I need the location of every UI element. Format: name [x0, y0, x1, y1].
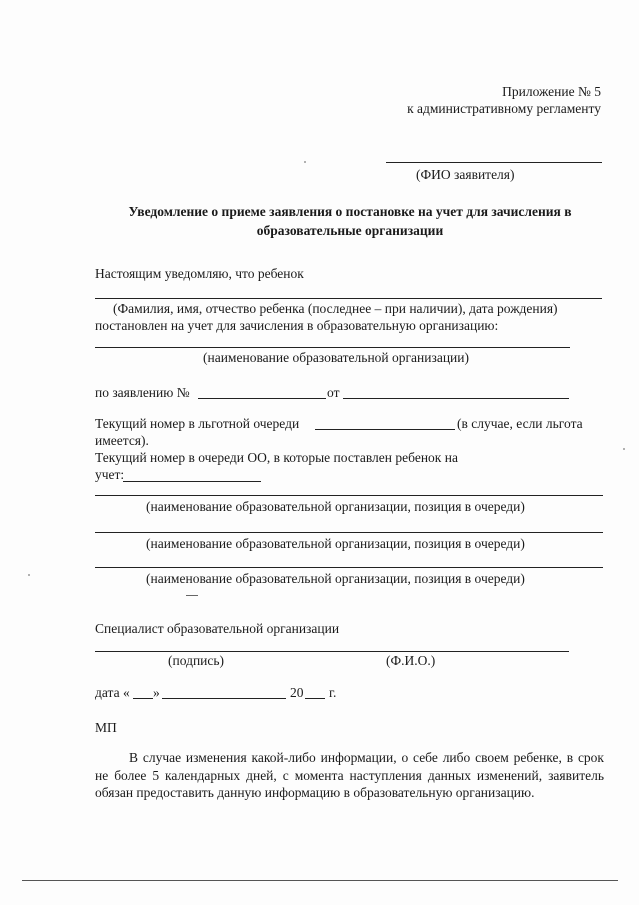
- queue-caption: (наименование образовательной организации, позиция в очереди): [146, 571, 525, 586]
- signature-caption: (подпись): [168, 653, 225, 668]
- child-name-field: [95, 298, 602, 299]
- queue-number-field: [123, 481, 261, 482]
- applicant-name-field: [386, 162, 602, 163]
- date-year-prefix: 20: [290, 685, 304, 700]
- queue-label-end: учет:: [95, 467, 125, 482]
- appendix-number: Приложение № 5: [502, 84, 601, 99]
- date-year-suffix: г.: [329, 685, 337, 700]
- stray-dash: [186, 595, 198, 596]
- scan-speck: [28, 574, 30, 576]
- signature-field: [95, 651, 569, 652]
- queue-caption: (наименование образовательной организации, позиция в очереди): [146, 536, 525, 551]
- document-title-line-1: Уведомление о приеме заявления о постановке на учет для зачисления в: [128, 204, 572, 219]
- organization-field: [95, 347, 570, 348]
- date-day-field: [133, 698, 153, 699]
- registered-text: постановлен на учет для зачисления в образовательную организацию:: [95, 318, 499, 333]
- from-label: от: [327, 385, 340, 400]
- queue-org-field: [95, 532, 603, 533]
- stamp-label: МП: [95, 720, 117, 735]
- applicant-caption: (ФИО заявителя): [416, 167, 515, 182]
- date-prefix: дата «: [95, 685, 130, 700]
- date-quote-close: »: [153, 685, 160, 700]
- date-year-field: [305, 698, 325, 699]
- organization-caption: (наименование образовательной организации): [203, 350, 469, 365]
- bottom-rule: [22, 880, 618, 881]
- benefit-queue-note-end: имеется).: [95, 433, 149, 448]
- child-caption: (Фамилия, имя, отчество ребенка (последнее – при наличии), дата рождения): [113, 301, 558, 316]
- name-caption: (Ф.И.О.): [386, 653, 436, 668]
- scan-speck: [304, 161, 306, 163]
- queue-caption: (наименование образовательной организации, позиция в очереди): [146, 499, 525, 514]
- notice-paragraph: В случае изменения какой-либо информации, о себе либо своем ребенке, в срок не более 5 календарных дней, с момента наступления данных изменений, заявитель обязан предоставить данную информацию в образовательную организацию.: [95, 750, 604, 800]
- document-title-line-2: образовательные организации: [256, 223, 444, 238]
- application-number-field: [198, 398, 326, 399]
- specialist-label: Специалист образовательной организации: [95, 621, 340, 636]
- benefit-queue-field: [315, 429, 455, 430]
- application-date-field: [343, 398, 569, 399]
- intro-text: Настоящим уведомляю, что ребенок: [95, 266, 304, 281]
- date-month-field: [162, 698, 286, 699]
- queue-org-field: [95, 567, 603, 568]
- scan-speck: [623, 448, 625, 450]
- benefit-queue-note: (в случае, если льгота: [457, 416, 583, 431]
- regulation-reference: к административному регламенту: [407, 101, 601, 116]
- queue-org-field: [95, 495, 603, 496]
- benefit-queue-label: Текущий номер в льготной очереди: [95, 416, 300, 431]
- queue-label: Текущий номер в очереди ОО, в которые поставлен ребенок на: [95, 450, 458, 465]
- application-label: по заявлению №: [95, 385, 190, 400]
